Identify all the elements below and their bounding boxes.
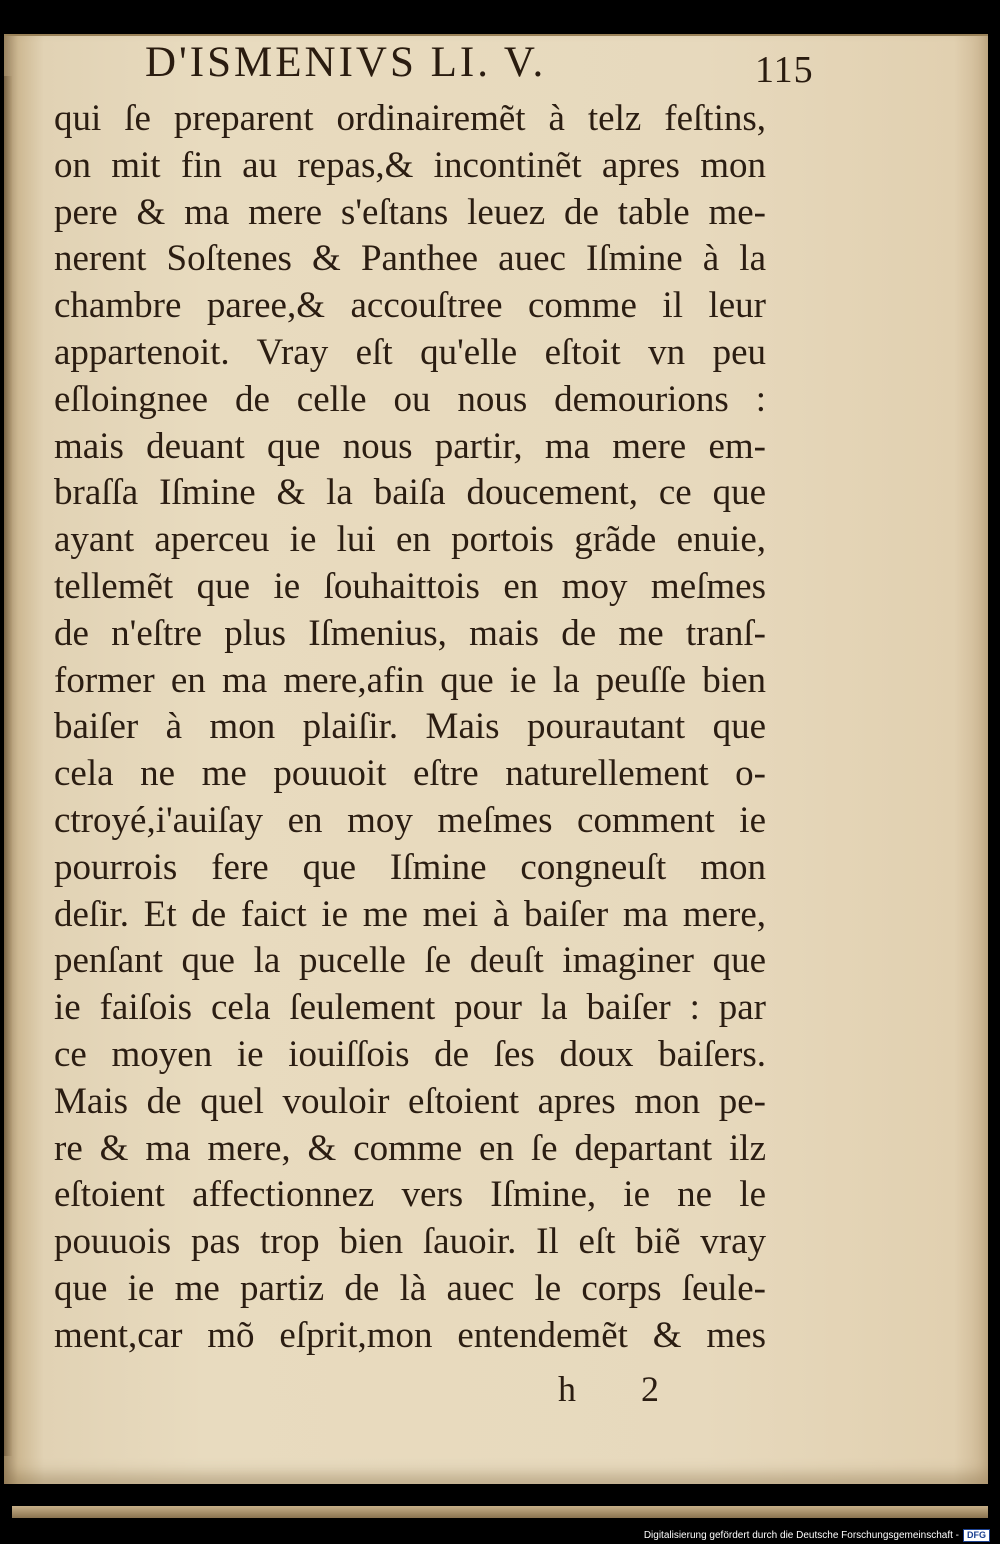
text-line: braſſa Iſmine & la baiſa doucement, ce que <box>54 472 766 514</box>
text-line: cela ne me pouuoit eſtre naturellement o- <box>54 753 766 795</box>
text-line: Mais de quel vouloir eſtoient apres mon pe- <box>54 1080 766 1122</box>
dfg-logo: DFG <box>963 1529 990 1542</box>
text-line: ayant aperceu ie lui en portois grãde enuie, <box>54 519 766 561</box>
leaf-edge-shadow <box>4 76 12 1456</box>
text-line: penſant que la pucelle ſe deuſt imaginer que <box>54 940 766 982</box>
signature-mark: h 2 <box>558 1369 687 1409</box>
credit-text: Digitalisierung gefördert durch die Deutsche Forschungsgemeinschaft - <box>643 1529 959 1541</box>
text-line: tellemẽt que ie ſouhaittois en moy meſmes <box>54 565 766 607</box>
text-line: de n'eſtre plus Iſmenius, mais de me tranſ- <box>54 612 766 654</box>
running-head: D'ISMENIVS LI. V. <box>145 39 547 86</box>
text-line: ctroyé,i'auiſay en moy meſmes comment ie <box>54 799 766 841</box>
text-line: nerent Soſtenes & Panthee auec Iſmine à la <box>54 238 766 280</box>
text-line: baiſer à mon plaiſir. Mais pourautant que <box>54 706 766 748</box>
body-text <box>54 96 766 1360</box>
text-line: eſloingnee de celle ou nous demourions : <box>54 378 766 420</box>
text-line: pere & ma mere s'eſtans leuez de table me- <box>54 191 766 233</box>
text-line: appartenoit. Vray eſt qu'elle eſtoit vn peu <box>54 331 766 373</box>
text-line: ie faiſois cela ſeulement pour la baiſer : par <box>54 987 766 1029</box>
text-line: pouuois pas trop bien ſauoir. Il eſt biẽ vray <box>54 1221 766 1263</box>
text-line: former en ma mere,afin que ie la peuſſe bien <box>54 659 766 701</box>
text-line: que ie me partiz de là auec le corps ſeule- <box>54 1267 766 1309</box>
text-line: on mit fin au repas,& incontinẽt apres mon <box>54 144 766 186</box>
text-line: re & ma mere, & comme en ſe departant ilz <box>54 1127 766 1169</box>
text-line: ment,car mõ eſprit,mon entendemẽt & mes <box>54 1314 766 1356</box>
leaf-bottom-edge <box>12 1506 988 1518</box>
text-line: eſtoient affectionnez vers Iſmine, ie ne le <box>54 1174 766 1216</box>
text-line: pourrois fere que Iſmine congneuſt mon <box>54 846 766 888</box>
text-line: deſir. Et de faict ie me mei à baiſer ma mere, <box>54 893 766 935</box>
folio-number: 115 <box>755 49 814 91</box>
text-line: chambre paree,& accouſtree comme il leur <box>54 285 766 327</box>
text-line: mais deuant que nous partir, ma mere em- <box>54 425 766 467</box>
page-header <box>145 38 845 90</box>
digitization-credit <box>644 1528 990 1542</box>
text-line: qui ſe preparent ordinairemẽt à telz feſtins, <box>54 98 766 139</box>
text-line: ce moyen ie iouiſſois de ſes doux baiſers. <box>54 1033 766 1075</box>
